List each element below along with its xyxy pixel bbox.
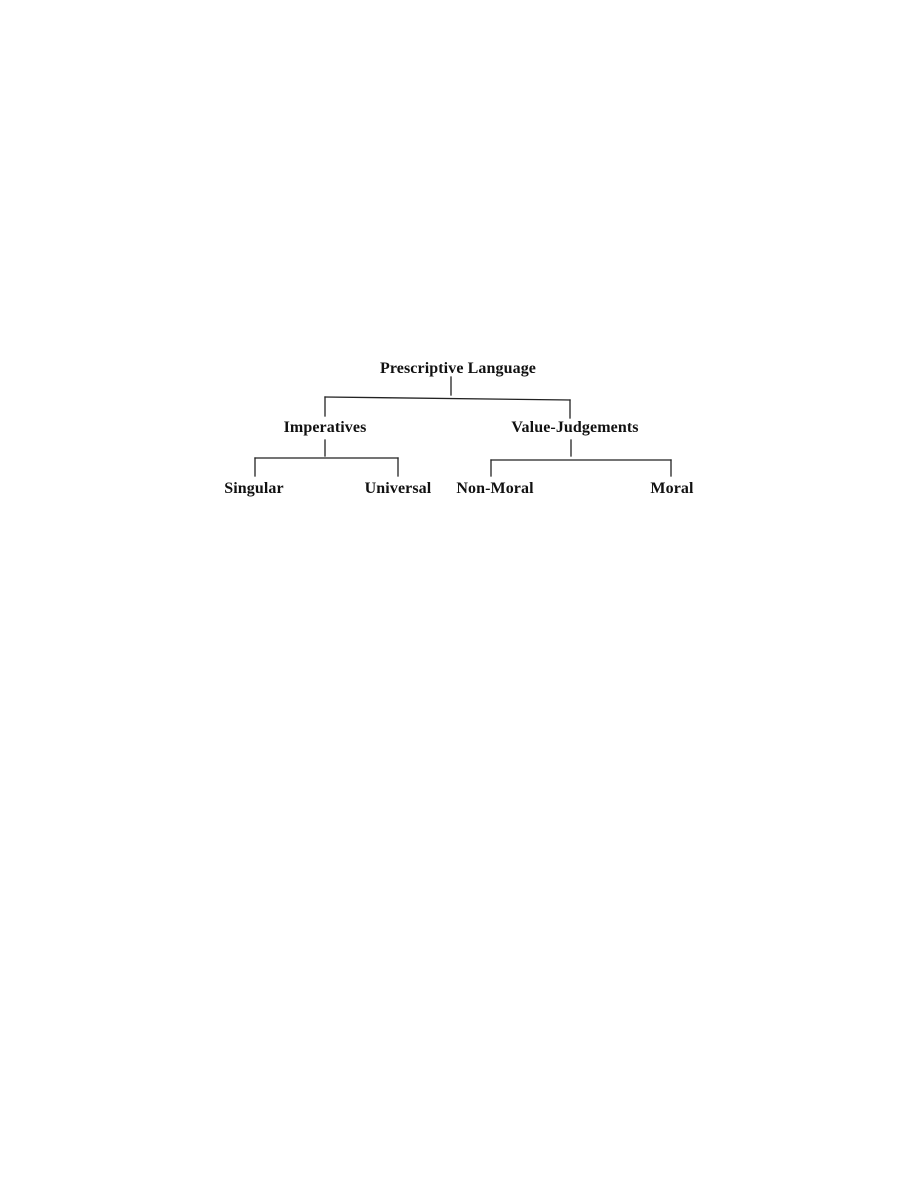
root-node-label: Prescriptive Language xyxy=(379,360,537,377)
imperatives-node-label: Imperatives xyxy=(283,419,367,436)
non-moral-node-label: Non-Moral xyxy=(456,480,534,497)
moral-node-label: Moral xyxy=(650,480,694,497)
level1-branch-line xyxy=(325,397,570,400)
singular-node-label: Singular xyxy=(224,480,284,497)
value-judgements-node-label: Value-Judgements xyxy=(511,419,639,436)
universal-node-label: Universal xyxy=(364,480,432,497)
